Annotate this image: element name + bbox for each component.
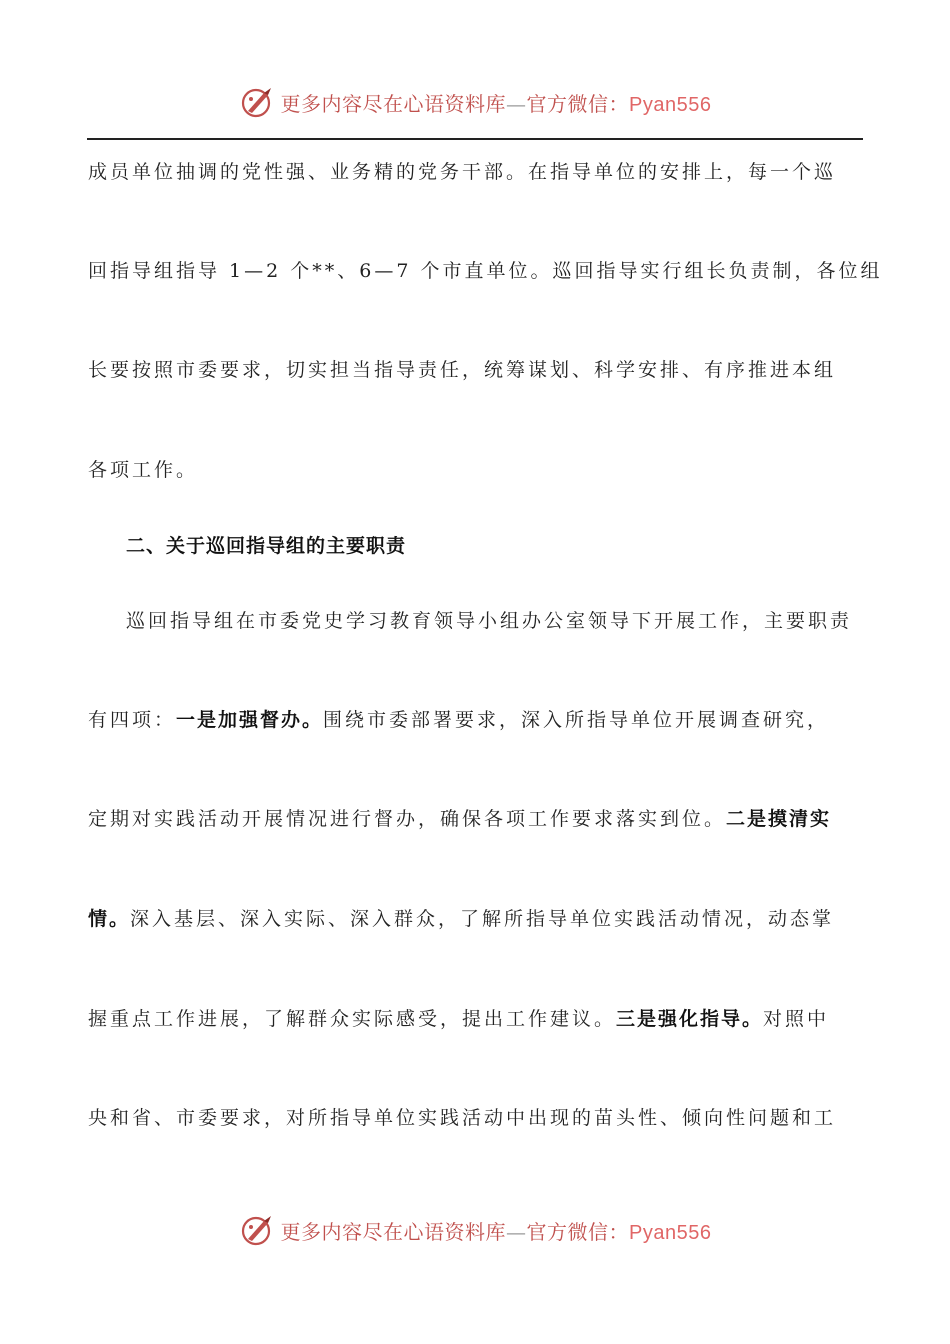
paragraph2-line2	[88, 708, 829, 732]
paragraph1-line3: 长要按照市委要求，切实担当指导责任，统筹谋划、科学安排、有序推进本组	[88, 359, 837, 381]
section-heading: 二、关于巡回指导组的主要职责	[126, 535, 407, 557]
paragraph2-line1: 巡回指导组在市委党史学习教育领导小组办公室领导下开展工作，主要职责	[126, 610, 853, 632]
watermark-text	[281, 88, 712, 117]
text-run: 深入基层、深入实际、深入群众，了解所指导单位实践活动情况，动态掌	[130, 908, 835, 930]
text-run: 有四项：	[88, 709, 177, 731]
paragraph1-line4: 各项工作。	[88, 459, 199, 481]
footer-watermark	[0, 1210, 950, 1250]
watermark-wechat-id: Pyan556	[629, 1221, 712, 1244]
text-run: 对照中	[763, 1008, 830, 1030]
paragraph2-line6: 央和省、市委要求，对所指导单位实践活动中出现的苗头性、倾向性问题和工	[88, 1107, 837, 1129]
header-rule	[87, 138, 863, 140]
text-run: 定期对实践活动开展情况进行督办，确保各项工作要求落实到位。	[88, 808, 727, 830]
watermark-text	[281, 1216, 712, 1245]
bold-point-2-start: 二是摸清实	[726, 808, 832, 830]
watermark-wechat-label: 官方微信：	[526, 1219, 630, 1244]
watermark-separator: —	[506, 1219, 527, 1244]
bold-point-1: 一是加强督办。	[176, 709, 324, 731]
watermark-brand: 更多内容尽在心语资料库	[280, 91, 507, 116]
bold-point-3: 三是强化指导。	[616, 1008, 764, 1030]
paragraph1-line1: 成员单位抽调的党性强、业务精的党务干部。在指导单位的安排上，每一个巡	[88, 161, 837, 183]
text-run: 围绕市委部署要求，深入所指导单位开展调查研究，	[323, 709, 830, 731]
paragraph2-line4	[88, 907, 834, 931]
header-watermark	[0, 82, 950, 122]
watermark-separator: —	[506, 91, 527, 116]
watermark-wechat-label: 官方微信：	[526, 91, 630, 116]
bold-point-2-end: 情。	[88, 908, 131, 930]
watermark-wechat-id: Pyan556	[629, 93, 712, 116]
quill-logo-icon	[239, 84, 275, 120]
quill-logo-icon	[239, 1212, 275, 1248]
text-run: 握重点工作进展，了解群众实际感受，提出工作建议。	[88, 1008, 617, 1030]
paragraph2-line3	[88, 807, 831, 831]
watermark-brand: 更多内容尽在心语资料库	[280, 1219, 507, 1244]
paragraph2-line5	[88, 1007, 829, 1031]
paragraph1-line2: 回指导组指导 1—2 个**、6—7 个市直单位。巡回指导实行组长负责制，各位组	[88, 260, 883, 282]
